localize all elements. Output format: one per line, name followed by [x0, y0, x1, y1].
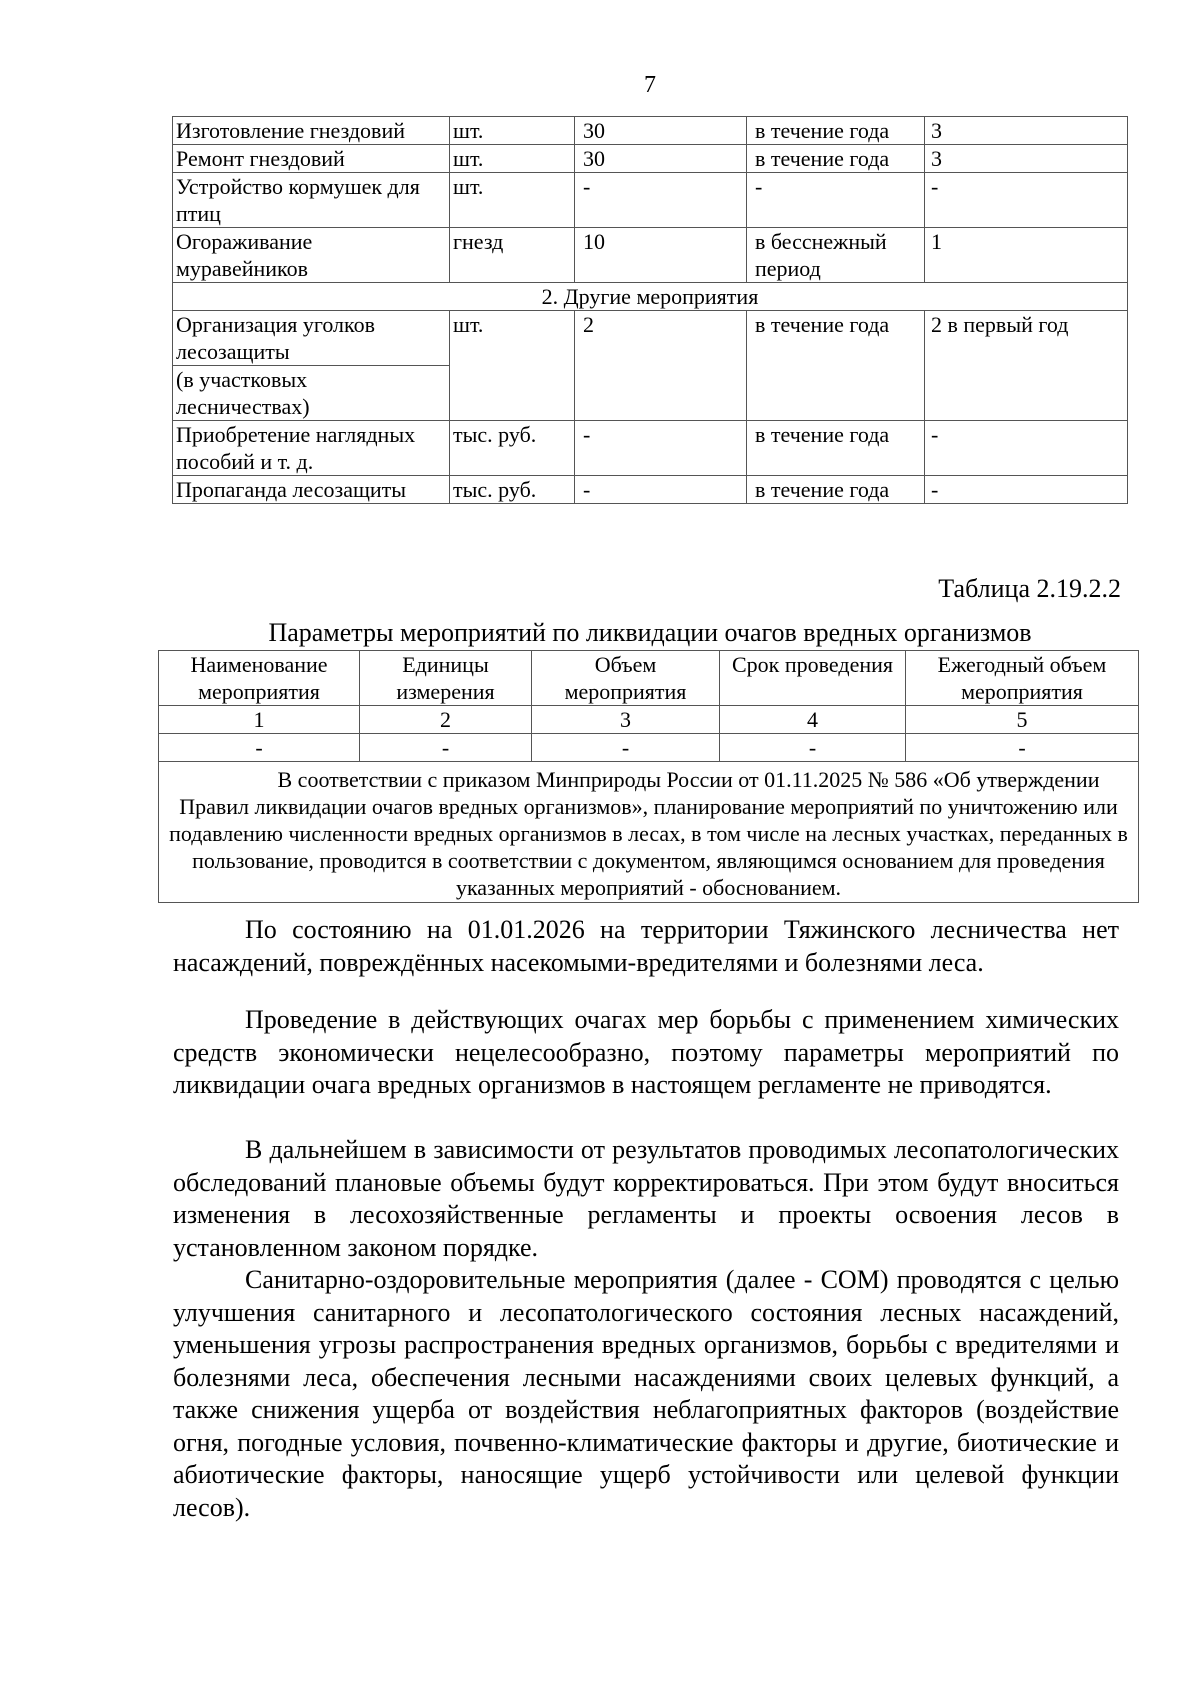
body-paragraph — [173, 1264, 1119, 1524]
column-number: 3 — [532, 706, 720, 734]
column-number: 5 — [906, 706, 1139, 734]
table-cell: шт. — [450, 145, 575, 173]
table-cell: - — [575, 173, 747, 228]
table-cell: - — [575, 421, 747, 476]
table-cell: - — [532, 734, 720, 762]
table-cell: в течение года — [747, 117, 925, 145]
table-note — [159, 762, 1139, 903]
table-cell: в течение года — [747, 476, 925, 504]
table-row — [173, 311, 1128, 366]
table-note-row — [159, 762, 1139, 903]
table-cell: - — [925, 421, 1128, 476]
table-cell: 30 — [575, 117, 747, 145]
table-cell: Изготовление гнездовий — [173, 117, 450, 145]
column-header: Срок проведения — [720, 651, 906, 706]
table-cell: тыс. руб. — [450, 476, 575, 504]
table-cell: 3 — [925, 145, 1128, 173]
pest-foci-table — [158, 650, 1139, 903]
paragraph-text: По состоянию на 01.01.2026 на территории Тяжинского лесничества нет насаждений, повреждённых насекомыми-вредителями и болезнями леса. — [173, 915, 1119, 977]
table-cell: 10 — [575, 228, 747, 283]
body-paragraph — [173, 1004, 1119, 1102]
table-header-row — [159, 651, 1139, 706]
table-cell: - — [747, 173, 925, 228]
table-cell: Приобретение наглядных пособий и т. д. — [173, 421, 450, 476]
table-row — [159, 734, 1139, 762]
table-cell: в течение года — [747, 421, 925, 476]
table-cell: Ремонт гнездовий — [173, 145, 450, 173]
table-row — [173, 145, 1128, 173]
table-cell: 30 — [575, 145, 747, 173]
table-cell: в течение года — [747, 311, 925, 421]
table-row — [173, 421, 1128, 476]
column-number: 4 — [720, 706, 906, 734]
column-number: 2 — [360, 706, 532, 734]
table-cell: Организация уголков лесозащиты — [173, 311, 450, 366]
table-cell: - — [159, 734, 360, 762]
table-note-text: В соответствии с приказом Минприроды России от 01.11.2025 № 586 «Об утверждении Правил ликвидации очагов вредных организмов», планирование мероприятий по уничтожению или подавлению численности вредных организмов в лесах, в том числе на лесных участках, переданных в пользование, проводится в соответствии с документом, являющимся основанием для проведения указанных мероприятий - обоснованием. — [169, 767, 1128, 900]
table-cell: 2 — [575, 311, 747, 421]
table-section-row — [173, 283, 1128, 311]
table-cell: - — [925, 173, 1128, 228]
column-header: Объем мероприятия — [532, 651, 720, 706]
section-heading: 2. Другие мероприятия — [173, 283, 1128, 311]
table-row — [173, 476, 1128, 504]
table-cell: - — [575, 476, 747, 504]
table-cell: 2 в первый год — [925, 311, 1128, 421]
table-cell: в бесснежный период — [747, 228, 925, 283]
column-header: Наименование мероприятия — [159, 651, 360, 706]
column-header: Ежегодный объем мероприятия — [906, 651, 1139, 706]
table-cell: 3 — [925, 117, 1128, 145]
table-cell: (в участковых лесничествах) — [173, 366, 450, 421]
table-cell: - — [925, 476, 1128, 504]
table-cell: шт. — [450, 117, 575, 145]
paragraph-text: В дальнейшем в зависимости от результатов проводимых лесопатологических обследований плановые объемы будут корректироваться. При этом будут вноситься изменения в лесохозяйственные регламенты и проекты освоения лесов в установленном законом порядке. — [173, 1135, 1119, 1262]
table-cell: гнезд — [450, 228, 575, 283]
table-title: Параметры мероприятий по ликвидации очагов вредных организмов — [268, 618, 1032, 647]
table-cell: - — [906, 734, 1139, 762]
table-caption: Таблица 2.19.2.2 — [938, 574, 1121, 603]
table-number-row — [159, 706, 1139, 734]
table-cell: Огораживание муравейников — [173, 228, 450, 283]
table-cell: Пропаганда лесозащиты — [173, 476, 450, 504]
table-cell: тыс. руб. — [450, 421, 575, 476]
page-number: 7 — [644, 72, 656, 98]
paragraph-text: Санитарно-оздоровительные мероприятия (далее - СОМ) проводятся с целью улучшения санитарного и лесопатологического состояния лесных насаждений, уменьшения угрозы распространения вредных организмов, борьбы с вредителями и болезнями леса, обеспечения лесными насаждениями своих целевых функций, а также снижения ущерба от воздействия неблагоприятных факторов (воздействие огня, погодные условия, почвенно-климатические факторы и другие, биотические и абиотические факторы, наносящие ущерб устойчивости или целевой функции лесов). — [173, 1265, 1119, 1522]
body-paragraph — [173, 1134, 1119, 1264]
table-cell: шт. — [450, 311, 575, 421]
paragraph-text: Проведение в действующих очагах мер борьбы с применением химических средств экономически нецелесообразно, поэтому параметры мероприятий по ликвидации очага вредных организмов в настоящем регламенте не приводятся. — [173, 1005, 1119, 1099]
table-row — [173, 173, 1128, 228]
table-cell: Устройство кормушек для птиц — [173, 173, 450, 228]
column-number: 1 — [159, 706, 360, 734]
table-cell: шт. — [450, 173, 575, 228]
table-cell: - — [360, 734, 532, 762]
table-cell: в течение года — [747, 145, 925, 173]
column-header: Единицы измерения — [360, 651, 532, 706]
table-cell: 1 — [925, 228, 1128, 283]
table-row — [173, 228, 1128, 283]
protection-measures-table — [172, 116, 1128, 504]
table-row — [173, 117, 1128, 145]
table-cell: - — [720, 734, 906, 762]
body-paragraph — [173, 914, 1119, 979]
